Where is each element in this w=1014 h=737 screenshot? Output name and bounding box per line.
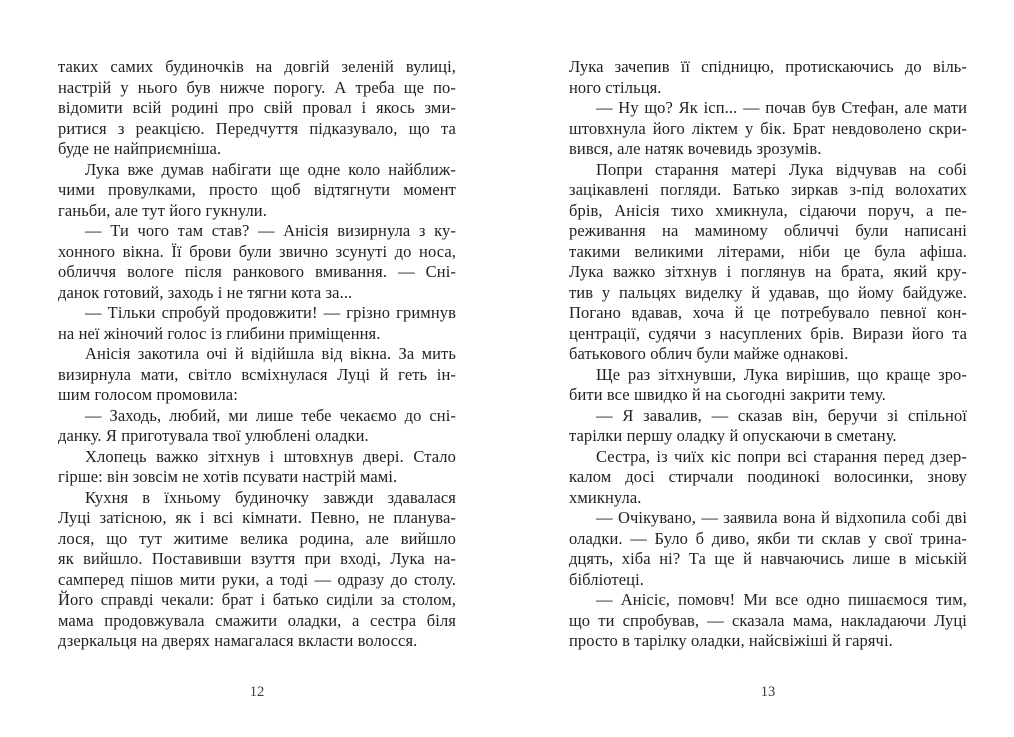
text-line: на неї жіночий голос із глибини приміщення. — [58, 323, 381, 343]
text-line: оладки. — Було б диво, якби ти склав у свої трина- — [569, 528, 967, 548]
text-line: Анісія закотила очі й відійшла від вікна. За мить — [85, 344, 456, 363]
text-line: бібліотеці. — [569, 569, 644, 589]
text-line: данку. Я приготувала твої улюблені оладки. — [58, 426, 369, 445]
text-line: зацікавлені погляди. Батько зиркав з-під волохатих — [569, 180, 967, 199]
text-line: що ти спробував, — сказала мама, накладаючи Луці — [569, 610, 967, 630]
text-line: Лука важко зітхнув і поглянув на брата, який кру- — [569, 262, 967, 281]
text-line: Лука зачепив її спідницю, протискаючись до віль- — [569, 57, 967, 76]
text-line: Його справді чекали: брат і батько сиділи за столом, — [58, 590, 456, 609]
text-line: — Ну що? Як ісп... — почав був Стефан, але мати — [596, 98, 967, 117]
text-line: такими великими літерами, ніби це була афіша. — [569, 241, 967, 261]
text-line: — Я завалив, — сказав він, беручи зі спільної — [596, 405, 967, 425]
text-line: брів, Анісія тихо хмикнула, сідаючи поруч, а пе- — [569, 200, 967, 220]
text-line: визирнула мати, світло всміхнулася Луці й геть ін- — [58, 364, 456, 384]
text-line: бити все швидко й на сьогодні закрити тему. — [569, 385, 886, 404]
text-line: тив у пальцях виделку й удавав, що йому байдуже. — [569, 282, 967, 302]
text-line: буде не найприємніша. — [58, 139, 222, 158]
page-number-left: 12 — [249, 684, 265, 700]
text-line: хмикнула. — [569, 487, 642, 507]
text-line: обличчя вологе після ранкового вмивання. — Сні- — [58, 262, 456, 281]
text-line: — Анісіє, помовч! Ми все одно пишаємося тим, — [596, 590, 967, 609]
text-line: штовхнула його ліктем у бік. Брат невдоволено скри- — [569, 118, 967, 138]
text-line: лося, що тут житиме велика родина, але вийшло — [58, 528, 456, 548]
text-line: настрій у нього був нижче порогу. А треба ще по- — [58, 77, 456, 97]
text-line: дзеркальця на дверях намагалася вкласти волосся. — [58, 631, 418, 650]
text-line: Погано вдавав, хоча й це потребувало певної кон- — [569, 303, 967, 322]
text-line: — Очікувано, — заявила вона й відхопила собі дві — [596, 508, 967, 527]
text-line: тарілки першу оладку й опускаючи в сметану. — [569, 426, 897, 445]
page-right-text — [569, 57, 967, 652]
text-line: — Заходь, любий, ми лише тебе чекаємо до сні- — [85, 405, 456, 425]
text-line: — Тільки спробуй продовжити! — грізно гримнув — [85, 303, 456, 322]
text-line: гірше: він зовсім не хотів псувати настрій мамі. — [58, 467, 398, 486]
text-line: Луці затісною, як і всі кімнати. Певно, не планува- — [58, 508, 456, 527]
text-line: відомити всій родині про свій провал і якось зми- — [58, 98, 456, 117]
text-line: чими провулками, просто щоб відтягнути момент — [58, 180, 456, 199]
text-line: вився, але натяк вочевидь зрозумів. — [569, 139, 822, 158]
text-line: — Ти чого там став? — Анісія визирнула з ку- — [85, 221, 456, 240]
text-line: ганьби, але тут його гукнули. — [58, 200, 267, 220]
text-line: данок готовий, заходь і не тягни кота за... — [58, 282, 353, 302]
text-line: як вийшло. Поставивши взуття при вході, Лука на- — [58, 549, 456, 568]
text-line: Хлопець важко зітхнув і штовхнув двері. Стало — [85, 446, 456, 466]
text-line: центрації, судячи з насуплених брів. Вирази його та — [569, 323, 967, 343]
text-line: хонного вікна. Її брови були звично зсунуті до носа, — [58, 241, 456, 261]
page-number-right: 13 — [760, 684, 776, 700]
page-left-text — [58, 57, 456, 652]
text-line: Сестра, із чиїх кіс попри всі старання перед дзер- — [596, 446, 967, 466]
text-line: шим голосом промовила: — [58, 385, 238, 404]
text-line: просто в тарілку оладки, найсвіжіші й гарячі. — [569, 631, 893, 650]
text-line: мама продовжувала смажити оладки, а сестра біля — [58, 610, 456, 630]
text-line: таких самих будиночків на довгій зеленій вулиці, — [58, 57, 456, 76]
text-line: ритися з реакцією. Передчуття підказувало, що та — [58, 118, 456, 138]
text-line: батькового облич були майже однакові. — [569, 344, 849, 363]
text-line: Кухня в їхньому будиночку завжди здавалася — [85, 487, 456, 507]
text-line: самперед пішов мити руки, а тоді — одразу до столу. — [58, 569, 456, 589]
text-line: Попри старання матері Лука відчував на собі — [596, 159, 967, 179]
text-line: Лука вже думав набігати ще одне коло найближ- — [85, 159, 456, 179]
text-line: ного стільця. — [569, 77, 662, 97]
text-line: реживання на маминому обличчі були написані — [569, 221, 967, 240]
text-line: калом досі стирчали поодинокі волосинки, знову — [569, 467, 967, 486]
text-line: дцять, хіба ні? Та ще й навчаючись лише в міській — [569, 549, 967, 568]
text-line: Ще раз зітхнувши, Лука вирішив, що краще зро- — [596, 364, 967, 384]
